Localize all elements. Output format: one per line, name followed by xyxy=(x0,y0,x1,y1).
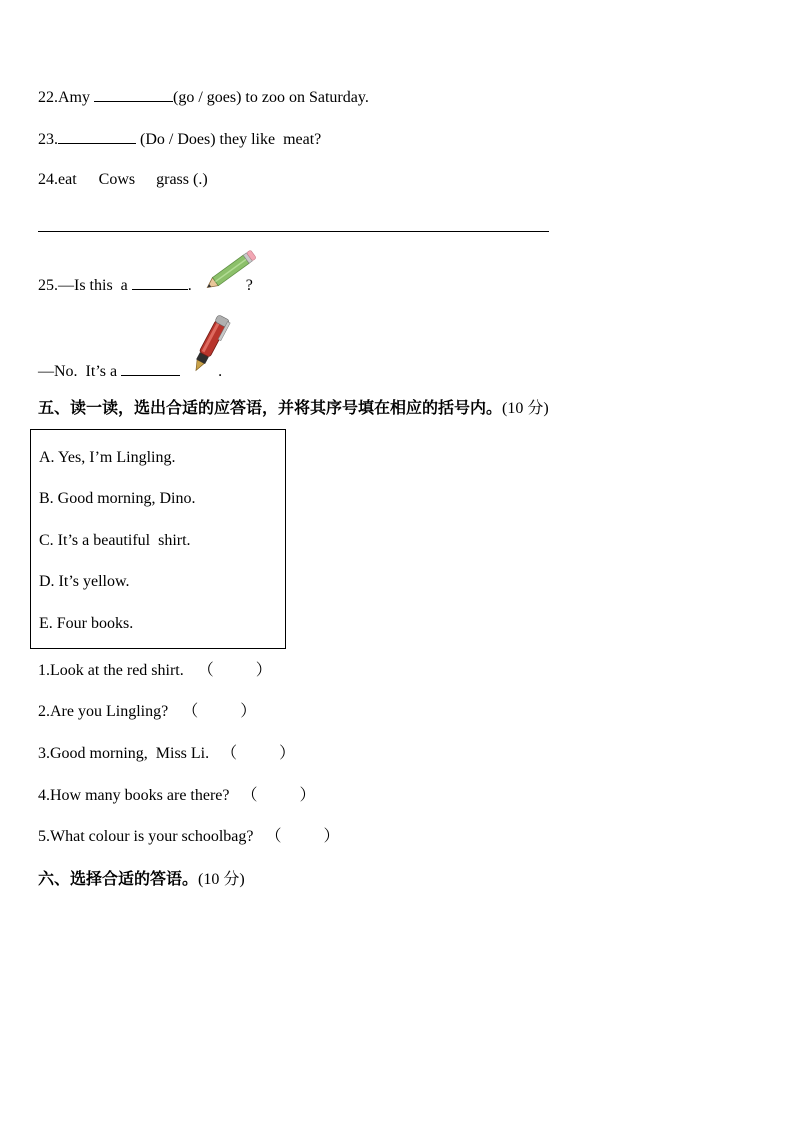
matching-item-3 xyxy=(38,744,295,764)
paren-open: （ xyxy=(197,662,214,679)
punctuation: . xyxy=(218,363,223,380)
punctuation: . xyxy=(187,277,192,294)
item-text: 2.Are you Lingling? xyxy=(38,703,169,720)
answer-blank[interactable] xyxy=(121,361,180,376)
question-number: 22. xyxy=(38,89,58,106)
option-c: C. It’s a beautiful shirt. xyxy=(39,532,191,549)
option-e: E. Four books. xyxy=(39,615,134,632)
question-23 xyxy=(38,129,321,150)
pencil-icon xyxy=(198,248,262,294)
question-text: (go / goes) to zoo on Saturday. xyxy=(173,89,369,106)
paren-open: （ xyxy=(265,828,282,845)
options-box xyxy=(30,429,286,649)
question-text: Amy xyxy=(58,89,94,106)
scrambled-word: grass (.) xyxy=(156,171,208,188)
reply-text: —No. It’s a xyxy=(38,363,122,380)
matching-item-2 xyxy=(38,702,256,722)
punctuation: ? xyxy=(245,277,253,294)
answer-blank[interactable] xyxy=(94,87,173,102)
section-score: (10 分) xyxy=(198,871,245,888)
option-a: A. Yes, I’m Lingling. xyxy=(39,449,176,466)
item-text: 1.Look at the red shirt. xyxy=(38,662,184,679)
item-text: 5.What colour is your schoolbag? xyxy=(38,828,254,845)
question-text: —Is this a xyxy=(58,277,132,294)
answer-line[interactable] xyxy=(38,231,549,232)
paren-close: ） xyxy=(299,787,316,804)
paren-open: （ xyxy=(182,703,199,720)
paren-close: ） xyxy=(255,662,272,679)
item-text: 3.Good morning, Miss Li. xyxy=(38,745,210,762)
section-5-heading xyxy=(38,398,549,419)
answer-blank[interactable] xyxy=(58,129,136,144)
matching-item-1 xyxy=(38,661,272,681)
section-score: (10 分) xyxy=(502,400,549,417)
section-title: 六、选择合适的答语。 xyxy=(38,869,199,888)
question-number: 24. xyxy=(38,171,58,188)
question-number: 25. xyxy=(38,277,58,294)
paren-open: （ xyxy=(241,787,258,804)
section-title: 五、读一读，选出合适的应答语，并将其序号填在相应的括号内。 xyxy=(38,398,503,417)
question-22 xyxy=(38,87,369,108)
matching-item-5 xyxy=(38,827,340,847)
question-text: (Do / Does) they like meat? xyxy=(136,131,322,148)
question-24 xyxy=(38,170,208,190)
scrambled-word: eat xyxy=(58,171,77,188)
paren-close: ） xyxy=(240,703,257,720)
paren-open: （ xyxy=(221,745,238,762)
paren-close: ） xyxy=(323,828,340,845)
question-number: 23. xyxy=(38,131,58,148)
matching-item-4 xyxy=(38,786,316,806)
paren-close: ） xyxy=(279,745,296,762)
scrambled-word: Cows xyxy=(98,171,136,188)
answer-blank[interactable] xyxy=(132,275,188,290)
section-6-heading xyxy=(38,869,245,890)
item-text: 4.How many books are there? xyxy=(38,787,230,804)
pen-icon xyxy=(188,312,232,376)
option-d: D. It’s yellow. xyxy=(39,573,130,590)
option-b: B. Good morning, Dino. xyxy=(39,490,196,507)
